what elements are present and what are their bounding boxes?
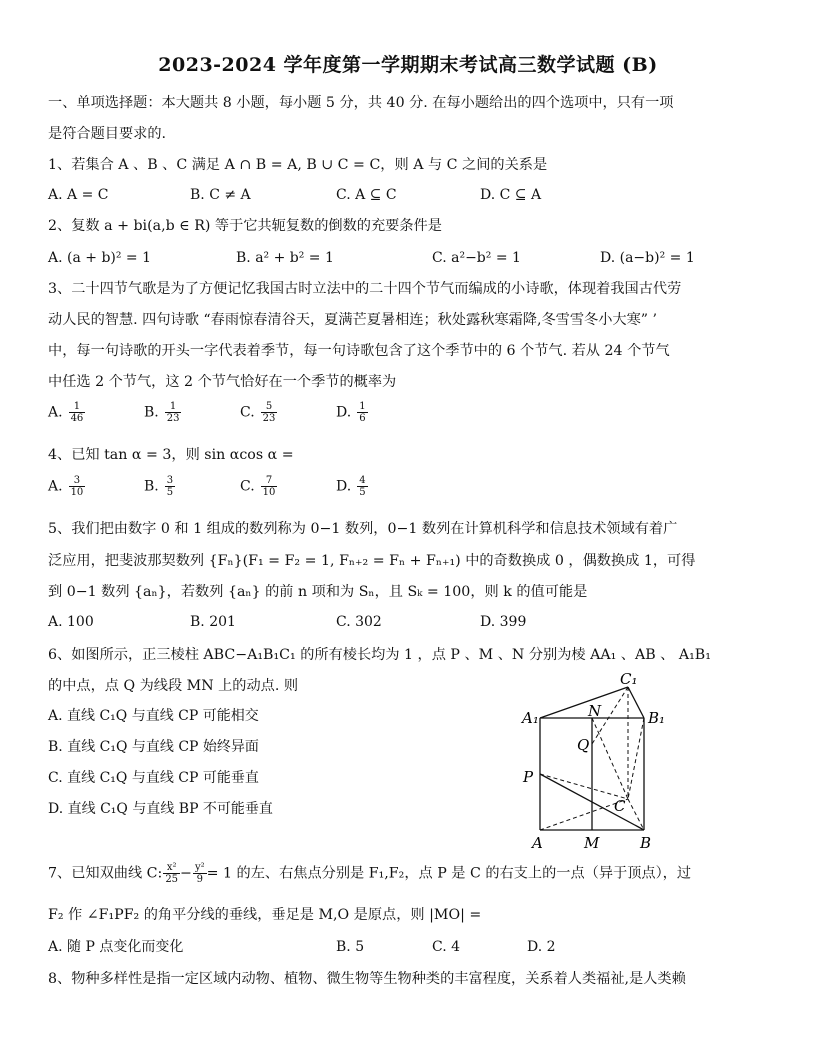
segment-p-c xyxy=(540,774,628,799)
label-c1: C₁ xyxy=(620,670,638,688)
q1-stem: 1、若集合 A 、B 、C 满足 A ∩ B = A, B ∪ C = C，则 A 与 C 之间的关系是 xyxy=(48,157,548,173)
prism-figure xyxy=(516,668,676,858)
q2-option-a: A. (a + b)² = 1 xyxy=(48,250,152,266)
edge-c1-b1 xyxy=(628,687,644,718)
q7-line2: F₂ 作 ∠F₁PF₂ 的角平分线的垂线，垂足是 M,O 是原点，则 |MO| = xyxy=(48,907,482,923)
q2-option-c: C. a²−b² = 1 xyxy=(432,250,521,266)
q7-option-d: D. 2 xyxy=(527,939,556,955)
label-a1: A₁ xyxy=(522,709,539,727)
q5-option-c: C. 302 xyxy=(336,614,382,630)
label-b: B xyxy=(640,834,652,852)
q3-option-c: C. $\frac{5}{23}$ xyxy=(240,401,276,424)
q4-option-b: B. $\frac{3}{5}$ xyxy=(144,475,174,498)
q3-option-b: B. $\frac{1}{23}$ xyxy=(144,401,180,424)
q5-option-b: B. 201 xyxy=(190,614,236,630)
q7-option-a: A. 随 P 点变化而变化 xyxy=(48,939,184,955)
label-m: M xyxy=(584,834,600,852)
q2-option-b: B. a² + b² = 1 xyxy=(236,250,334,266)
q2-stem: 2、复数 a + bi(a,b ∈ R) 等于它共轭复数的倒数的充要条件是 xyxy=(48,218,442,234)
q4-option-d: D. $\frac{4}{5}$ xyxy=(336,475,366,498)
label-q: Q xyxy=(577,736,590,754)
q3-option-a: A. $\frac{1}{46}$ xyxy=(48,401,84,424)
page-title: 2023-2024 学年度第一学期期末考试高三数学试题 (B) xyxy=(158,54,658,76)
q7-line1 xyxy=(48,862,691,885)
q4-stem: 4、已知 tan α = 3，则 sin αcos α = xyxy=(48,447,294,463)
q7-option-c: C. 4 xyxy=(432,939,461,955)
section1-intro-line2: 是符合题目要求的. xyxy=(48,126,167,142)
label-a: A xyxy=(532,834,543,852)
q1-option-d: D. C ⊆ A xyxy=(480,187,542,203)
segment-b1-c xyxy=(628,718,644,799)
q7-frac-y: $\frac{\text{y²}}{9}$ xyxy=(194,862,205,885)
q7-line1-suffix: = 1 的左、右焦点分别是 F₁,F₂，点 P 是 C 的右支上的一点（异于顶点），过 xyxy=(206,865,692,882)
q2-option-d: D. (a−b)² = 1 xyxy=(600,250,695,266)
q1-option-a: A. A = C xyxy=(48,187,109,203)
q3-line2: 动人民的智慧. 四句诗歌 “春雨惊春清谷天，夏满芒夏暑相连；秋处露秋寒霜降,冬雪雪冬小大寒” ’ xyxy=(48,312,658,328)
q8-line1: 8、物种多样性是指一定区域内动物、植物、微生物等生物种类的丰富程度，关系着人类福祉,是人类赖 xyxy=(48,971,686,987)
q5-line3: 到 0−1 数列 {aₙ}，若数列 {aₙ} 的前 n 项和为 Sₙ，且 Sₖ = 100，则 k 的值可能是 xyxy=(48,584,588,600)
q6-line1: 6、如图所示，正三棱柱 ABC−A₁B₁C₁ 的所有棱长均为 1 ，点 P 、M 、N 分别为棱 AA₁ 、AB 、 A₁B₁ xyxy=(48,647,711,663)
q7-line1-prefix: 7、已知双曲线 C: xyxy=(48,865,163,882)
q3-line4: 中任选 2 个节气，这 2 个节气恰好在一个季节的概率为 xyxy=(48,374,397,390)
q5-line1: 5、我们把由数字 0 和 1 组成的数列称为 0−1 数列，0−1 数列在计算机科学和信息技术领域有着广 xyxy=(48,521,678,537)
q3-line1: 3、二十四节气歌是为了方便记忆我国古时立法中的二十四个节气而编成的小诗歌，体现着我国古代劳 xyxy=(48,281,682,297)
label-b1: B₁ xyxy=(648,709,666,727)
q7-minus: − xyxy=(180,865,192,882)
q6-option-b: B. 直线 C₁Q 与直线 CP 始终异面 xyxy=(48,739,259,755)
q5-option-d: D. 399 xyxy=(480,614,527,630)
q6-option-a: A. 直线 C₁Q 与直线 CP 可能相交 xyxy=(48,708,259,724)
q5-option-a: A. 100 xyxy=(48,614,94,630)
q4-option-c: C. $\frac{7}{10}$ xyxy=(240,475,276,498)
q7-option-b: B. 5 xyxy=(336,939,365,955)
q6-option-c: C. 直线 C₁Q 与直线 CP 可能垂直 xyxy=(48,770,259,786)
edge-a1-c1 xyxy=(540,687,628,718)
q6-option-d: D. 直线 C₁Q 与直线 BP 不可能垂直 xyxy=(48,801,273,817)
q5-line2: 泛应用，把斐波那契数列 {Fₙ}(F₁ = F₂ = 1, Fₙ₊₂ = Fₙ + Fₙ₊₁) 中的奇数换成 0 ，偶数换成 1，可得 xyxy=(48,553,696,569)
q3-option-d: D. $\frac{1}{6}$ xyxy=(336,401,366,424)
section1-intro-line1: 一、单项选择题：本大题共 8 小题，每小题 5 分，共 40 分. 在每小题给出的四个选项中，只有一项 xyxy=(48,95,674,111)
q1-option-c: C. A ⊆ C xyxy=(336,187,397,203)
q7-frac-x: $\frac{\text{x²}}{25}$ xyxy=(165,862,179,885)
q4-option-a: A. $\frac{3}{10}$ xyxy=(48,475,84,498)
label-p: P xyxy=(523,768,534,786)
q6-line2: 的中点，点 Q 为线段 MN 上的动点. 则 xyxy=(48,678,299,694)
q3-line3: 中，每一句诗歌的开头一字代表着季节，每一句诗歌包含了这个季节中的 6 个节气. 若从 24 个节气 xyxy=(48,343,670,359)
segment-n-c xyxy=(592,718,628,799)
label-n: N xyxy=(588,702,602,720)
label-c: C xyxy=(614,797,626,815)
q1-option-b: B. C ≠ A xyxy=(190,187,251,203)
